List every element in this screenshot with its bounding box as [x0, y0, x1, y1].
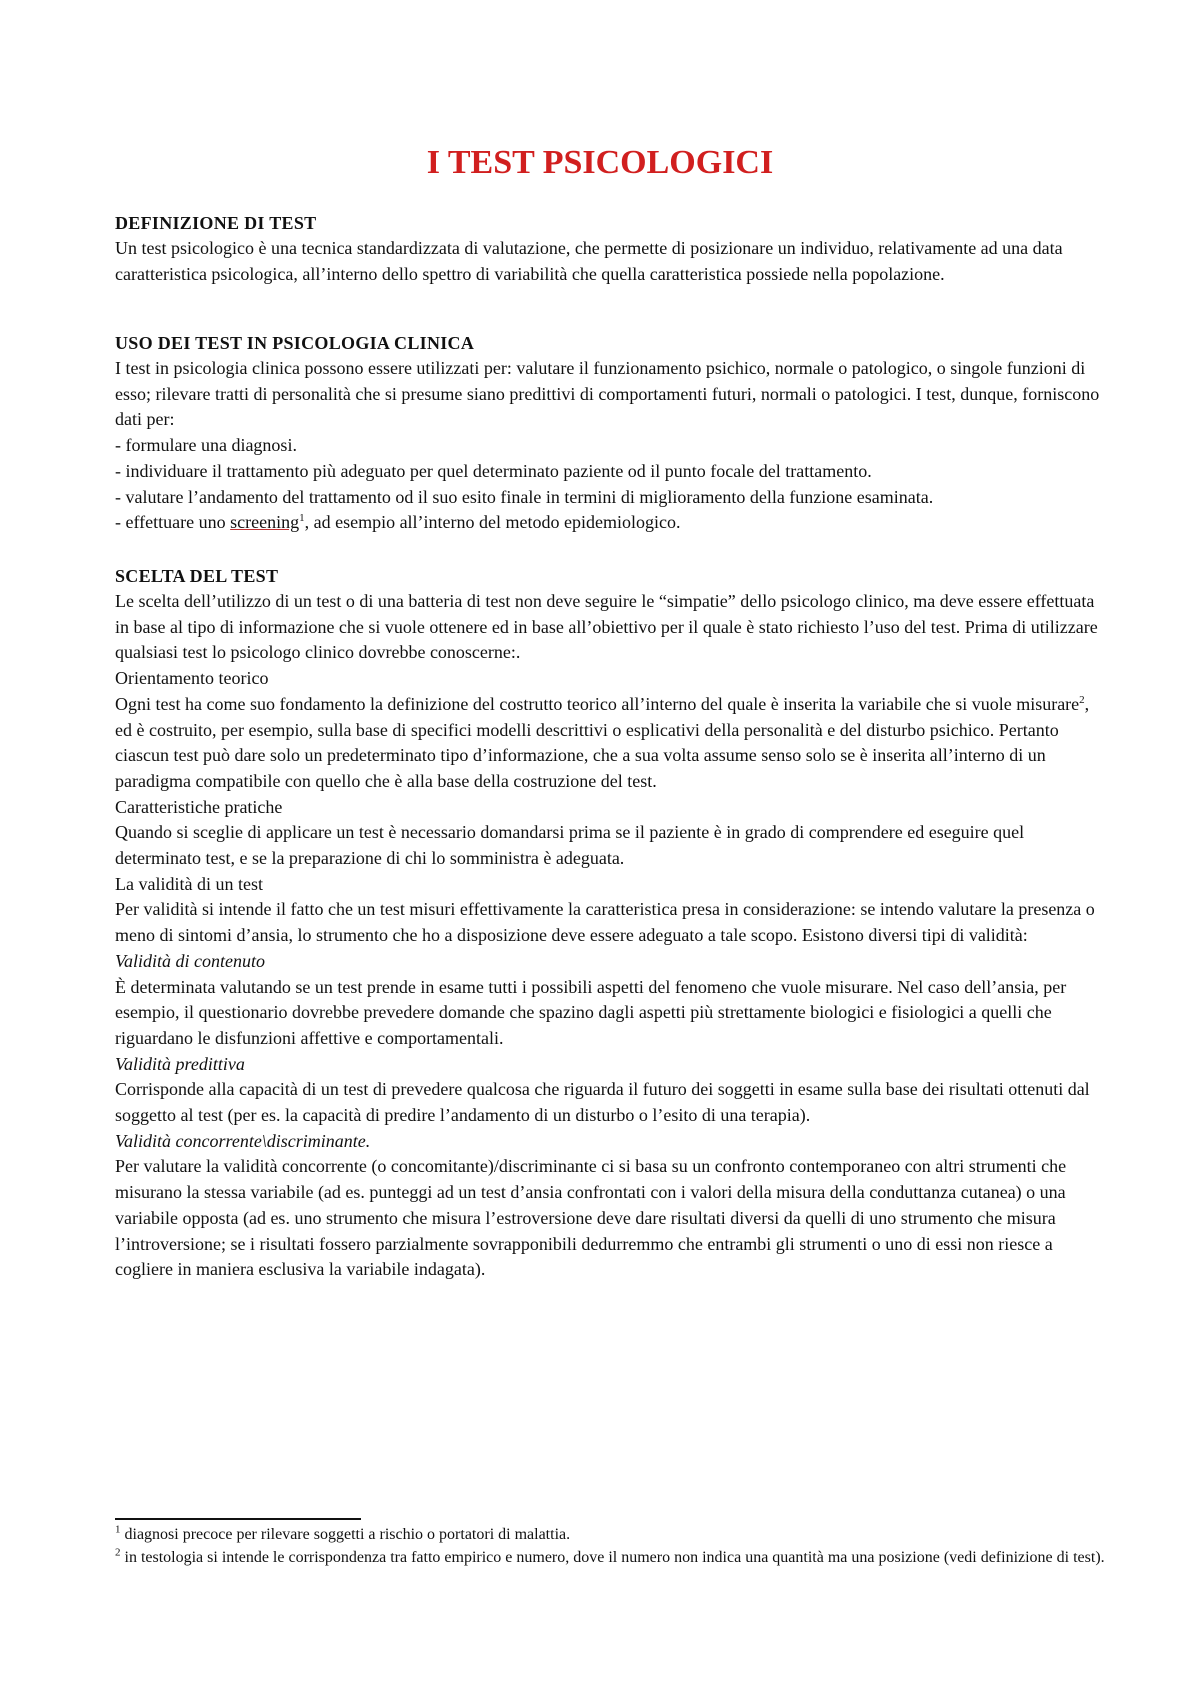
subheading-validita-contenuto: Validità di contenuto — [115, 950, 265, 971]
document-title: I TEST PSICOLOGICI — [426, 144, 774, 181]
footnotes — [115, 1523, 1105, 1569]
paragraph: Per validità si intende il fatto che un test misuri effettivamente la caratteristica presa in considerazione: se intendo valutare la presenza o meno di sintomi d’ansia, lo strumento che ho a disposizione deve essere adeguato a tale scopo. Esistono diversi tipi di validità: — [115, 899, 1095, 946]
section-scelta — [115, 563, 1105, 1283]
paragraph: Le scelta dell’utilizzo di un test o di una batteria di test non deve seguire le “simpatie” dello psicologo clinico, ma deve essere effettuata in base al tipo di informazione che si vuole ottenere ed in base all’obiettivo per il quale è stato richiesto l’uso del test. Prima di utilizzare qualsiasi test lo psicologo clinico dovrebbe conoscerne:. — [115, 591, 1098, 663]
paragraph: I test in psicologia clinica possono essere utilizzati per: valutare il funzionamento psichico, normale o patologico, o singole funzioni di esso; rilevare tratti di personalità che si presume siano predittivi di comportamenti futuri, normali o patologici. I test, dunque, forniscono dati per: — [115, 358, 1100, 430]
paragraph: Quando si sceglie di applicare un test è necessario domandarsi prima se il paziente è in grado di comprendere ed eseguire quel determinato test, e se la preparazione di chi lo somministra è adeguata. — [115, 822, 1025, 869]
section-heading: USO DEI TEST IN PSICOLOGIA CLINICA — [115, 333, 475, 353]
paragraph: È determinata valutando se un test prende in esame tutti i possibili aspetti del fenomeno che vuole misurare. Nel caso dell’ansia, per esempio, il questionario dovrebbe prevedere domande che spazino dagli aspetti più strettamente biologici e fisiologici a quelli che riguardano le disfunzioni affettive e comportamentali. — [115, 976, 1067, 1048]
subheading-validita-predittiva: Validità predittiva — [115, 1053, 245, 1074]
text-span: Ogni test ha come suo fondamento la definizione del costrutto teorico all’interno del quale è inserita la variabile che si vuole misurare — [115, 693, 1080, 714]
footnote-text: in testologia si intende le corrispondenza tra fatto empirico e numero, dove il numero non indica una quantità ma una posizione (vedi definizione di test). — [120, 1549, 1105, 1566]
footnote — [115, 1523, 1105, 1546]
footnote-ref[interactable]: 2 — [1079, 693, 1085, 706]
list-item — [115, 510, 1105, 536]
list-item: - individuare il trattamento più adeguato per quel determinato paziente od il punto focale del trattamento. — [115, 460, 872, 481]
subheading-validita: La validità di un test — [115, 873, 263, 894]
footnote-ref[interactable]: 1 — [299, 512, 305, 525]
footnote-separator — [115, 1518, 361, 1520]
text-span: - effettuare uno — [115, 512, 231, 533]
text-span: , ad esempio all’interno del metodo epidemiologico. — [304, 512, 681, 533]
section-heading: SCELTA DEL TEST — [115, 566, 279, 586]
text-span: , ed è costruito, per esempio, sulla base di specifici modelli descrittivi o esplicativi della personalità e del disturbo psichico. Pertanto ciascun test può dare solo un predeterminato tipo d’informazione, che a sua volta assume senso solo se è inserita all’interno di un paradigma compatibile con quello che è alla base della costruzione del test. — [115, 693, 1090, 791]
section-uso — [115, 330, 1105, 536]
paragraph: Per valutare la validità concorrente (o concomitante)/discriminante ci si basa su un confronto contemporaneo con altri strumenti che misurano la stessa variabile (ad es. punteggi ad un test d’ansia confrontati con i valori della misura della conduttanza cutanea) o una variabile opposta (ad es. uno strumento che misura l’estroversione deve dare risultati diversi da quelli di uno strumento che misura l’introversione; se i risultati fossero parzialmente sovrapponibili dedurremmo che entrambi gli strumenti o uno di essi non riesce a cogliere in maniera esclusiva la variabile indagata). — [115, 1156, 1067, 1280]
section-definizione — [115, 210, 1105, 287]
footnote-marker: 2 — [115, 1546, 121, 1559]
list-item: - formulare una diagnosi. — [115, 435, 297, 456]
footnote-marker: 1 — [115, 1523, 121, 1536]
subheading-validita-concorrente: Validità concorrente\discriminante. — [115, 1130, 371, 1151]
list-item: - valutare l’andamento del trattamento od il suo esito finale in termini di miglioramento della funzione esaminata. — [115, 486, 934, 507]
subheading-orientamento: Orientamento teorico — [115, 668, 269, 689]
paragraph: Corrisponde alla capacità di un test di prevedere qualcosa che riguarda il futuro dei soggetti in esame sulla base dei risultati ottenuti dal soggetto al test (per es. la capacità di predire l’andamento di un disturbo o l’esito di una terapia). — [115, 1079, 1090, 1126]
section-heading: DEFINIZIONE DI TEST — [115, 213, 317, 233]
screening-term: screening — [230, 512, 300, 533]
footnote-text: diagnosi precoce per rilevare soggetti a rischio o portatori di malattia. — [120, 1526, 571, 1543]
paragraph: Un test psicologico è una tecnica standardizzata di valutazione, che permette di posizionare un individuo, relativamente ad una data caratteristica psicologica, all’interno dello spettro di variabilità che quella caratteristica possiede nella popolazione. — [115, 238, 1063, 284]
footnote — [115, 1546, 1105, 1569]
subheading-caratteristiche: Caratteristiche pratiche — [115, 796, 283, 817]
paragraph — [115, 692, 1105, 795]
